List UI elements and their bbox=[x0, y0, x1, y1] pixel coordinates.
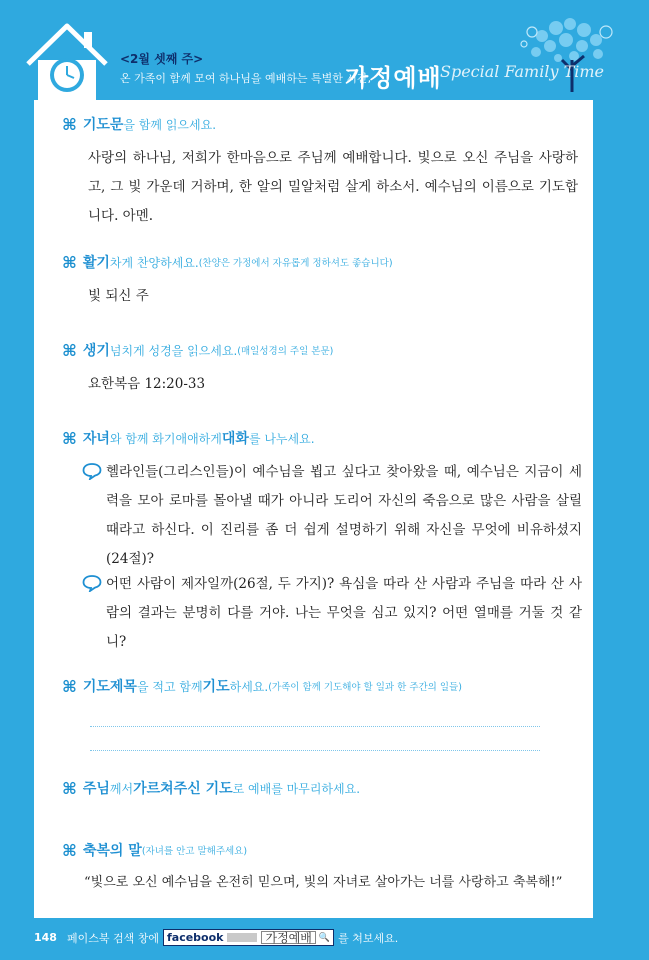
heading-highlight: 기도 bbox=[202, 679, 230, 695]
heading-highlight: 활기 bbox=[82, 255, 110, 271]
question-item bbox=[82, 458, 582, 574]
question-item bbox=[82, 570, 582, 657]
writing-line[interactable] bbox=[90, 750, 540, 751]
bible-reference: 요한복음 12:20-33 bbox=[88, 376, 206, 392]
knot-icon: ⌘ bbox=[62, 340, 77, 360]
heading-note: (자녀를 안고 말해주세요) bbox=[141, 846, 248, 857]
heading-text: 하세요. bbox=[229, 679, 269, 694]
prayer-text: 사랑의 하나님, 저희가 한마음으로 주님께 예배합니다. 빛으로 오신 주님을 사랑하고, 그 빛 가운데 거하며, 한 알의 밀알처럼 살게 하소서. 예수님의 이름으로 기도합니다. 아멘. bbox=[88, 150, 578, 224]
heading-highlight: 기도문 bbox=[82, 117, 124, 133]
footer bbox=[34, 929, 398, 946]
heading-text: 로 예배를 마무리하세요. bbox=[232, 781, 361, 796]
heading-highlight: 기도제목 bbox=[82, 679, 137, 695]
knot-icon: ⌘ bbox=[62, 840, 77, 860]
section-blessing-heading bbox=[62, 840, 247, 860]
section-praise-heading bbox=[62, 252, 393, 272]
writing-line[interactable] bbox=[90, 726, 540, 727]
heading-text: 를 나누세요. bbox=[248, 431, 315, 446]
footer-text: 페이스북 검색 창에 bbox=[66, 931, 159, 945]
heading-note: (매일성경의 주일 본문) bbox=[237, 346, 334, 357]
house-clock-icon bbox=[22, 20, 112, 102]
knot-icon: ⌘ bbox=[62, 676, 77, 696]
question-text: 헬라인들(그리스인들)이 예수님을 뵙고 싶다고 찾아왔을 때, 예수님은 지금이 세력을 모아 로마를 몰아낼 때가 아니라 도리어 자신의 죽음으로 많은 사람을 살릴 때라고 하신다. 이 진리를 좀 더 쉽게 설명하기 위해 자신을 무엇에 비유하셨지(24절)? bbox=[106, 464, 582, 567]
knot-icon: ⌘ bbox=[62, 252, 77, 272]
week-label: <2월 셋째 주> bbox=[120, 52, 204, 66]
heading-text: 께서 bbox=[109, 781, 134, 796]
question-text: 어떤 사람이 제자일까(26절, 두 가지)? 욕심을 따라 산 사람과 주님을 따라 산 사람의 결과는 분명히 다를 거야. 나는 무엇을 심고 있지? 어떤 열매를 거둘 것 같니? bbox=[106, 576, 582, 650]
facebook-logo: facebook bbox=[166, 931, 224, 944]
page-title: 가정예배 bbox=[345, 64, 442, 92]
speech-bubble-icon bbox=[82, 574, 102, 592]
section-closing-heading bbox=[62, 778, 360, 798]
section-prayer-heading bbox=[62, 114, 216, 134]
section-talk-heading bbox=[62, 428, 315, 448]
heading-note: (찬양은 가정에서 자유롭게 정하셔도 좋습니다) bbox=[198, 258, 393, 269]
heading-text: 을 함께 읽으세요. bbox=[123, 117, 217, 132]
header-script-title: Special Family Time bbox=[440, 62, 605, 81]
knot-icon: ⌘ bbox=[62, 778, 77, 798]
section-bible-heading bbox=[62, 340, 333, 360]
facebook-search-box[interactable] bbox=[163, 929, 334, 946]
heading-text: 을 적고 함께 bbox=[136, 679, 203, 694]
blessing-text: “빛으로 오신 예수님을 온전히 믿으며, 빛의 자녀로 살아가는 너를 사랑하고 축복해!” bbox=[84, 875, 563, 890]
heading-text: 넘치게 성경을 읽으세요. bbox=[109, 343, 238, 358]
search-icon: 🔍 bbox=[318, 932, 331, 943]
heading-text: 와 함께 화기애애하게 bbox=[109, 431, 222, 446]
heading-highlight: 자녀 bbox=[82, 431, 110, 447]
praise-song: 빛 되신 주 bbox=[88, 288, 149, 304]
heading-highlight: 축복의 말 bbox=[82, 843, 142, 859]
heading-highlight: 주님 bbox=[82, 781, 110, 797]
page-number: 148 bbox=[34, 931, 57, 944]
footer-text: 를 쳐보세요. bbox=[338, 931, 399, 945]
heading-highlight: 대화 bbox=[221, 431, 249, 447]
left-frame bbox=[0, 0, 34, 960]
knot-icon: ⌘ bbox=[62, 114, 77, 134]
speech-bubble-icon bbox=[82, 462, 102, 480]
header-subtitle: 온 가족이 함께 모여 하나님을 예배하는 특별한 시간, bbox=[120, 72, 372, 85]
heading-highlight: 가르쳐주신 기도 bbox=[133, 781, 233, 797]
facebook-profile-icon bbox=[227, 933, 257, 942]
heading-note: (가족이 함께 기도해야 할 일과 한 주간의 일들) bbox=[268, 682, 462, 693]
knot-icon: ⌘ bbox=[62, 428, 77, 448]
search-field[interactable]: 가정예배 bbox=[261, 931, 315, 944]
heading-highlight: 생기 bbox=[82, 343, 110, 359]
right-frame bbox=[593, 0, 649, 960]
heading-text: 차게 찬양하세요. bbox=[109, 255, 199, 270]
section-prayer-topic-heading bbox=[62, 676, 462, 696]
